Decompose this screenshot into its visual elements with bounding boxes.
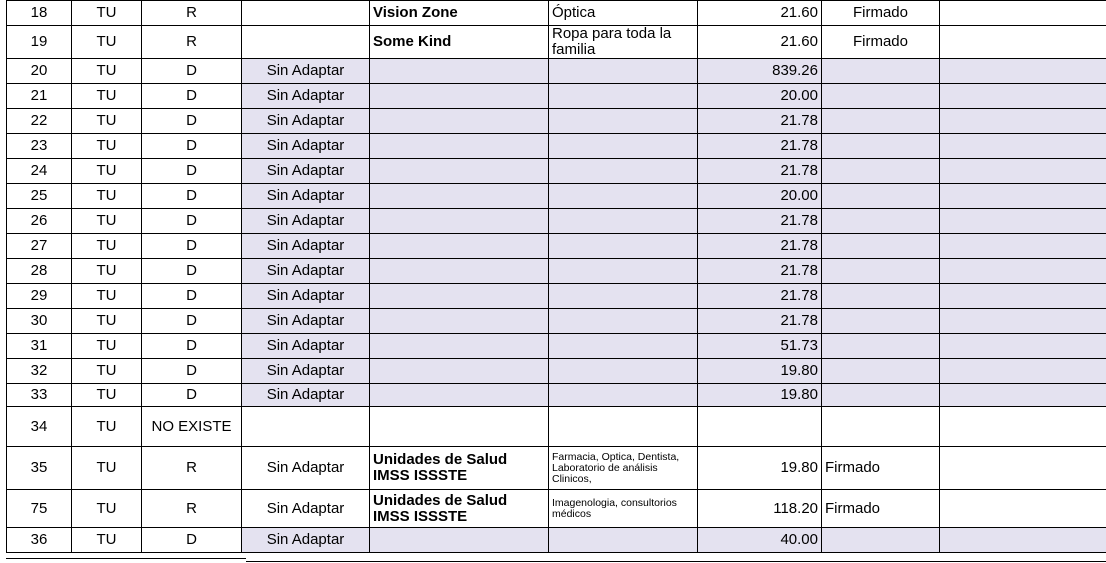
row-number-cell[interactable]: 36 bbox=[7, 528, 72, 553]
status-cell[interactable]: D bbox=[142, 134, 242, 159]
status-cell[interactable]: NO EXISTE bbox=[142, 407, 242, 447]
status-cell[interactable]: D bbox=[142, 334, 242, 359]
table-row bbox=[7, 384, 1106, 407]
signature-cell[interactable] bbox=[822, 259, 940, 284]
type-cell[interactable]: TU bbox=[72, 109, 142, 134]
type-cell[interactable]: TU bbox=[72, 84, 142, 109]
company-cell[interactable]: Unidades de Salud IMSS ISSSTE bbox=[370, 447, 549, 490]
amount-cell[interactable]: 40.00 bbox=[698, 528, 822, 553]
row-number-cell[interactable]: 33 bbox=[7, 384, 72, 407]
table-row bbox=[7, 159, 1106, 184]
signature-cell[interactable] bbox=[822, 59, 940, 84]
amount-cell[interactable]: 19.80 bbox=[698, 359, 822, 384]
status-cell[interactable]: D bbox=[142, 309, 242, 334]
type-cell[interactable]: TU bbox=[72, 234, 142, 259]
table-row bbox=[7, 359, 1106, 384]
state-cell[interactable] bbox=[242, 26, 370, 59]
table-row bbox=[7, 184, 1106, 209]
state-cell[interactable]: Sin Adaptar bbox=[242, 309, 370, 334]
category-cell[interactable] bbox=[549, 259, 698, 284]
row-divider bbox=[246, 561, 1106, 562]
status-cell[interactable]: D bbox=[142, 359, 242, 384]
row-number-cell[interactable]: 25 bbox=[7, 184, 72, 209]
row-number-cell[interactable]: 24 bbox=[7, 159, 72, 184]
amount-cell[interactable]: 20.00 bbox=[698, 84, 822, 109]
status-cell[interactable]: D bbox=[142, 59, 242, 84]
signature-cell[interactable] bbox=[822, 334, 940, 359]
type-cell[interactable]: TU bbox=[72, 359, 142, 384]
notes-cell[interactable] bbox=[940, 309, 1106, 334]
signature-cell[interactable]: Firmado bbox=[822, 1, 940, 26]
table-row bbox=[7, 84, 1106, 109]
table-row bbox=[7, 490, 1106, 528]
type-cell[interactable]: TU bbox=[72, 284, 142, 309]
signature-cell[interactable] bbox=[822, 384, 940, 407]
signature-cell[interactable] bbox=[822, 359, 940, 384]
row-number-cell[interactable]: 29 bbox=[7, 284, 72, 309]
status-cell[interactable]: D bbox=[142, 528, 242, 553]
company-cell[interactable] bbox=[370, 184, 549, 209]
row-number-cell[interactable]: 21 bbox=[7, 84, 72, 109]
amount-cell[interactable]: 21.78 bbox=[698, 284, 822, 309]
state-cell[interactable]: Sin Adaptar bbox=[242, 109, 370, 134]
notes-cell[interactable] bbox=[940, 384, 1106, 407]
status-cell[interactable]: D bbox=[142, 209, 242, 234]
state-cell[interactable]: Sin Adaptar bbox=[242, 159, 370, 184]
state-cell[interactable]: Sin Adaptar bbox=[242, 359, 370, 384]
row-number-cell[interactable]: 30 bbox=[7, 309, 72, 334]
notes-cell[interactable] bbox=[940, 26, 1106, 59]
signature-cell[interactable]: Firmado bbox=[822, 26, 940, 59]
amount-cell[interactable]: 21.78 bbox=[698, 109, 822, 134]
table-row bbox=[7, 59, 1106, 84]
category-cell[interactable]: Farmacia, Optica, Dentista, Laboratorio de análisis Clinicos, bbox=[549, 447, 698, 490]
signature-cell[interactable]: Firmado bbox=[822, 490, 940, 528]
state-cell[interactable]: Sin Adaptar bbox=[242, 84, 370, 109]
company-cell[interactable]: Unidades de Salud IMSS ISSSTE bbox=[370, 490, 549, 528]
table-row bbox=[7, 528, 1106, 553]
row-number-cell[interactable]: 34 bbox=[7, 407, 72, 447]
notes-cell[interactable] bbox=[940, 1, 1106, 26]
signature-cell[interactable] bbox=[822, 309, 940, 334]
notes-cell[interactable] bbox=[940, 84, 1106, 109]
notes-cell[interactable] bbox=[940, 209, 1106, 234]
signature-cell[interactable] bbox=[822, 284, 940, 309]
category-cell[interactable]: Imagenologia, consultorios médicos bbox=[549, 490, 698, 528]
category-cell[interactable] bbox=[549, 234, 698, 259]
type-cell[interactable]: TU bbox=[72, 134, 142, 159]
row-number-cell[interactable]: 28 bbox=[7, 259, 72, 284]
amount-cell[interactable]: 21.60 bbox=[698, 26, 822, 59]
state-cell[interactable]: Sin Adaptar bbox=[242, 384, 370, 407]
state-cell[interactable]: Sin Adaptar bbox=[242, 59, 370, 84]
amount-cell[interactable]: 118.20 bbox=[698, 490, 822, 528]
type-cell[interactable]: TU bbox=[72, 184, 142, 209]
row-number-cell[interactable]: 22 bbox=[7, 109, 72, 134]
notes-cell[interactable] bbox=[940, 234, 1106, 259]
company-cell[interactable] bbox=[370, 309, 549, 334]
type-cell[interactable]: TU bbox=[72, 384, 142, 407]
row-number-cell[interactable]: 23 bbox=[7, 134, 72, 159]
category-cell[interactable] bbox=[549, 384, 698, 407]
notes-cell[interactable] bbox=[940, 184, 1106, 209]
notes-cell[interactable] bbox=[940, 359, 1106, 384]
status-cell[interactable]: D bbox=[142, 184, 242, 209]
row-number-cell[interactable]: 75 bbox=[7, 490, 72, 528]
amount-cell[interactable]: 21.78 bbox=[698, 159, 822, 184]
company-cell[interactable] bbox=[370, 84, 549, 109]
table-body bbox=[7, 1, 1106, 553]
state-cell[interactable]: Sin Adaptar bbox=[242, 528, 370, 553]
amount-cell[interactable] bbox=[698, 407, 822, 447]
category-cell[interactable] bbox=[549, 407, 698, 447]
company-cell[interactable] bbox=[370, 159, 549, 184]
amount-cell[interactable]: 51.73 bbox=[698, 334, 822, 359]
company-cell[interactable] bbox=[370, 259, 549, 284]
company-cell[interactable] bbox=[370, 384, 549, 407]
company-cell[interactable]: Vision Zone bbox=[370, 1, 549, 26]
category-cell[interactable]: Ropa para toda la familia bbox=[549, 26, 698, 59]
notes-cell[interactable] bbox=[940, 334, 1106, 359]
type-cell[interactable]: TU bbox=[72, 447, 142, 490]
status-cell[interactable]: D bbox=[142, 84, 242, 109]
amount-cell[interactable]: 21.78 bbox=[698, 259, 822, 284]
amount-cell[interactable]: 19.80 bbox=[698, 384, 822, 407]
company-cell[interactable] bbox=[370, 234, 549, 259]
category-cell[interactable] bbox=[549, 209, 698, 234]
status-cell[interactable]: D bbox=[142, 234, 242, 259]
category-cell[interactable] bbox=[549, 528, 698, 553]
company-cell[interactable] bbox=[370, 109, 549, 134]
status-cell[interactable]: D bbox=[142, 384, 242, 407]
signature-cell[interactable] bbox=[822, 159, 940, 184]
row-number-cell[interactable]: 32 bbox=[7, 359, 72, 384]
company-cell[interactable] bbox=[370, 407, 549, 447]
amount-cell[interactable]: 21.60 bbox=[698, 1, 822, 26]
state-cell[interactable]: Sin Adaptar bbox=[242, 209, 370, 234]
row-number-cell[interactable]: 20 bbox=[7, 59, 72, 84]
status-cell[interactable]: R bbox=[142, 447, 242, 490]
status-cell[interactable]: R bbox=[142, 1, 242, 26]
status-cell[interactable]: R bbox=[142, 26, 242, 59]
state-cell[interactable]: Sin Adaptar bbox=[242, 184, 370, 209]
notes-cell[interactable] bbox=[940, 59, 1106, 84]
table-row bbox=[7, 26, 1106, 59]
table-row bbox=[7, 284, 1106, 309]
category-cell[interactable] bbox=[549, 284, 698, 309]
amount-cell[interactable]: 21.78 bbox=[698, 309, 822, 334]
notes-cell[interactable] bbox=[940, 447, 1106, 490]
row-number-cell[interactable]: 26 bbox=[7, 209, 72, 234]
status-cell[interactable]: D bbox=[142, 159, 242, 184]
row-number-cell[interactable]: 19 bbox=[7, 26, 72, 59]
state-cell[interactable]: Sin Adaptar bbox=[242, 334, 370, 359]
company-cell[interactable]: Some Kind bbox=[370, 26, 549, 59]
category-cell[interactable] bbox=[549, 159, 698, 184]
type-cell[interactable]: TU bbox=[72, 259, 142, 284]
status-cell[interactable]: D bbox=[142, 109, 242, 134]
row-number-cell[interactable]: 27 bbox=[7, 234, 72, 259]
state-cell[interactable] bbox=[242, 1, 370, 26]
company-cell[interactable] bbox=[370, 134, 549, 159]
table-row bbox=[7, 134, 1106, 159]
notes-cell[interactable] bbox=[940, 490, 1106, 528]
state-cell[interactable] bbox=[242, 407, 370, 447]
category-cell[interactable] bbox=[549, 109, 698, 134]
table-row bbox=[7, 407, 1106, 447]
signature-cell[interactable] bbox=[822, 209, 940, 234]
state-cell[interactable]: Sin Adaptar bbox=[242, 490, 370, 528]
signature-cell[interactable] bbox=[822, 84, 940, 109]
notes-cell[interactable] bbox=[940, 528, 1106, 553]
state-cell[interactable]: Sin Adaptar bbox=[242, 259, 370, 284]
category-cell[interactable] bbox=[549, 309, 698, 334]
category-cell[interactable] bbox=[549, 59, 698, 84]
row-number-cell[interactable]: 18 bbox=[7, 1, 72, 26]
notes-cell[interactable] bbox=[940, 259, 1106, 284]
type-cell[interactable]: TU bbox=[72, 407, 142, 447]
company-cell[interactable] bbox=[370, 528, 549, 553]
row-number-cell[interactable]: 35 bbox=[7, 447, 72, 490]
amount-cell[interactable]: 19.80 bbox=[698, 447, 822, 490]
category-cell[interactable] bbox=[549, 84, 698, 109]
amount-cell[interactable]: 20.00 bbox=[698, 184, 822, 209]
type-cell[interactable]: TU bbox=[72, 528, 142, 553]
type-cell[interactable]: TU bbox=[72, 59, 142, 84]
status-cell[interactable]: R bbox=[142, 490, 242, 528]
amount-cell[interactable]: 21.78 bbox=[698, 134, 822, 159]
type-cell[interactable]: TU bbox=[72, 490, 142, 528]
table-row bbox=[7, 259, 1106, 284]
signature-cell[interactable] bbox=[822, 407, 940, 447]
state-cell[interactable]: Sin Adaptar bbox=[242, 284, 370, 309]
type-cell[interactable]: TU bbox=[72, 309, 142, 334]
amount-cell[interactable]: 839.26 bbox=[698, 59, 822, 84]
notes-cell[interactable] bbox=[940, 159, 1106, 184]
amount-cell[interactable]: 21.78 bbox=[698, 234, 822, 259]
category-cell[interactable] bbox=[549, 134, 698, 159]
signature-cell[interactable] bbox=[822, 184, 940, 209]
type-cell[interactable]: TU bbox=[72, 159, 142, 184]
table-row bbox=[7, 334, 1106, 359]
table-row bbox=[7, 447, 1106, 490]
state-cell[interactable]: Sin Adaptar bbox=[242, 234, 370, 259]
status-cell[interactable]: D bbox=[142, 259, 242, 284]
state-cell[interactable]: Sin Adaptar bbox=[242, 134, 370, 159]
signature-cell[interactable] bbox=[822, 528, 940, 553]
company-cell[interactable] bbox=[370, 59, 549, 84]
category-cell[interactable]: Óptica bbox=[549, 1, 698, 26]
state-cell[interactable]: Sin Adaptar bbox=[242, 447, 370, 490]
table-row bbox=[7, 209, 1106, 234]
type-cell[interactable]: TU bbox=[72, 209, 142, 234]
type-cell[interactable]: TU bbox=[72, 1, 142, 26]
company-cell[interactable] bbox=[370, 209, 549, 234]
category-cell[interactable] bbox=[549, 359, 698, 384]
signature-cell[interactable] bbox=[822, 234, 940, 259]
signature-cell[interactable] bbox=[822, 109, 940, 134]
table-row bbox=[7, 109, 1106, 134]
notes-cell[interactable] bbox=[940, 407, 1106, 447]
row-divider bbox=[6, 558, 246, 559]
status-cell[interactable]: D bbox=[142, 284, 242, 309]
company-cell[interactable] bbox=[370, 334, 549, 359]
type-cell[interactable]: TU bbox=[72, 26, 142, 59]
data-table bbox=[6, 0, 1106, 553]
table-row bbox=[7, 1, 1106, 26]
signature-cell[interactable] bbox=[822, 134, 940, 159]
notes-cell[interactable] bbox=[940, 284, 1106, 309]
table-row bbox=[7, 309, 1106, 334]
type-cell[interactable]: TU bbox=[72, 334, 142, 359]
amount-cell[interactable]: 21.78 bbox=[698, 209, 822, 234]
company-cell[interactable] bbox=[370, 359, 549, 384]
table-row bbox=[7, 234, 1106, 259]
row-number-cell[interactable]: 31 bbox=[7, 334, 72, 359]
category-cell[interactable] bbox=[549, 334, 698, 359]
notes-cell[interactable] bbox=[940, 109, 1106, 134]
signature-cell[interactable]: Firmado bbox=[822, 447, 940, 490]
company-cell[interactable] bbox=[370, 284, 549, 309]
notes-cell[interactable] bbox=[940, 134, 1106, 159]
category-cell[interactable] bbox=[549, 184, 698, 209]
